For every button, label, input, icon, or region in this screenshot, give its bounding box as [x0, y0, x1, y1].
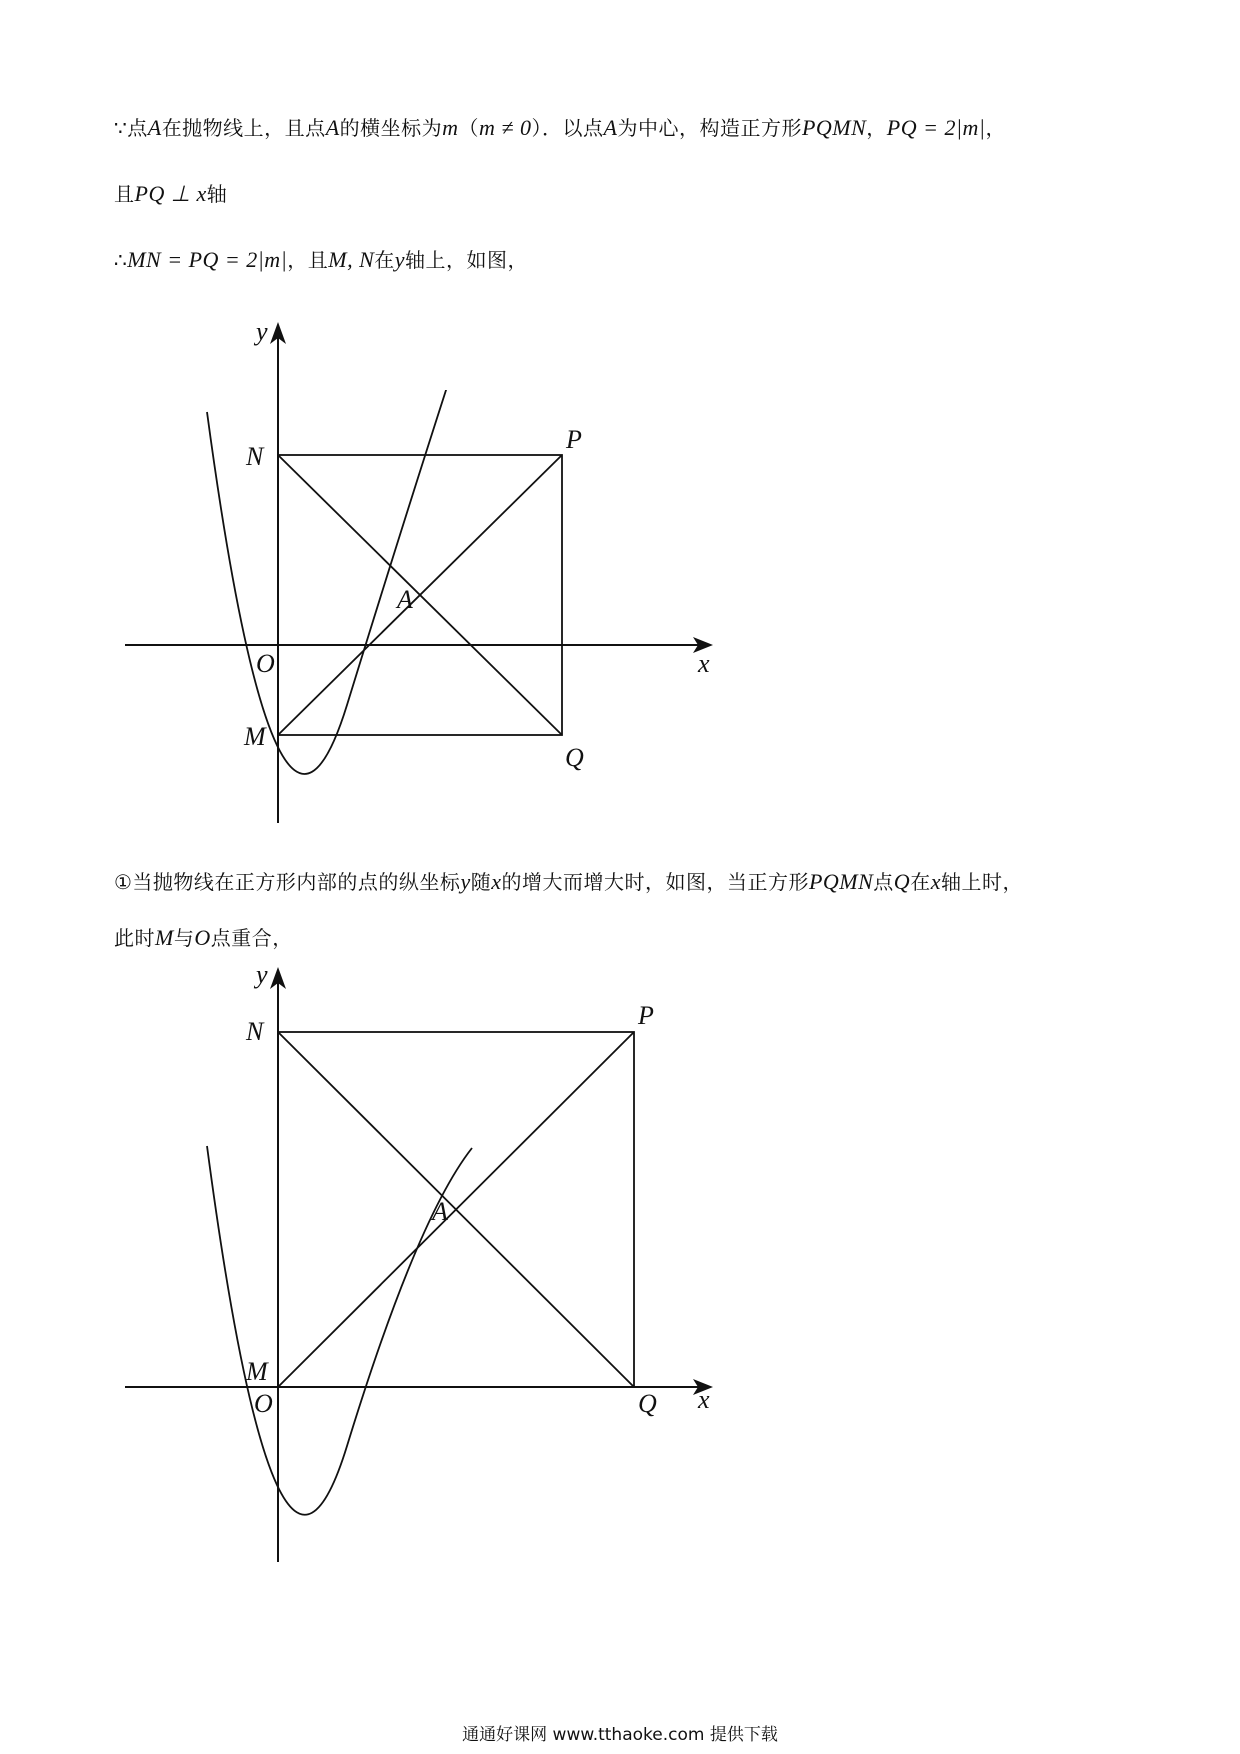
text: ）．以点 — [531, 116, 604, 140]
math-var: A — [603, 115, 618, 140]
math-square-name: PQMN — [801, 115, 867, 140]
label-x: x — [698, 649, 710, 678]
math-var: x — [491, 869, 502, 894]
math-perpendicular: PQ ⊥ x — [134, 181, 207, 206]
text: 此时 — [114, 926, 155, 950]
math-var: m — [442, 115, 459, 140]
math-var: A — [147, 115, 162, 140]
math-points: M, N — [328, 247, 375, 272]
math-var: y — [394, 247, 406, 272]
text: 随 — [470, 870, 492, 894]
label-y: y — [256, 317, 268, 346]
footer: 通通好课网 www.tthaoke.com 提供下载 — [462, 1725, 778, 1745]
text: 轴上，如图， — [405, 248, 529, 272]
text: ∵点 — [114, 116, 148, 140]
text: 的增大而增大时，如图，当正方形 — [501, 870, 809, 894]
text: 点 — [873, 870, 894, 894]
text: ①当抛物线在正方形内部的点的纵坐标 — [114, 870, 461, 894]
text: ， — [985, 116, 1006, 140]
label-o: O — [256, 649, 275, 678]
text: 轴上时， — [940, 870, 1023, 894]
text: 与 — [173, 926, 195, 950]
label-p: P — [566, 425, 582, 454]
text: 在 — [910, 870, 931, 894]
label-m: M — [244, 722, 266, 751]
label-a: A — [397, 585, 413, 614]
label-m: M — [246, 1357, 268, 1386]
label-y: y — [256, 960, 268, 989]
text: 轴 — [206, 182, 228, 206]
math-var: M — [155, 925, 174, 950]
text: ， — [866, 116, 887, 140]
math-condition: m ≠ 0 — [479, 115, 532, 140]
label-q: Q — [638, 1389, 657, 1418]
math-square-name: PQMN — [808, 869, 874, 894]
math-var: A — [325, 115, 340, 140]
text: 在抛物线上，且点 — [161, 116, 326, 140]
math-var: O — [194, 925, 211, 950]
label-a: A — [432, 1197, 448, 1226]
text: 的横坐标为 — [339, 116, 443, 140]
math-equation: MN = PQ = 2|m| — [127, 247, 288, 272]
label-n: N — [246, 442, 264, 471]
text: 且 — [114, 182, 135, 206]
math-var: y — [460, 869, 471, 894]
math-var: x — [930, 869, 941, 894]
text: 在 — [374, 248, 395, 272]
label-q: Q — [565, 743, 584, 772]
text: ，且 — [287, 248, 329, 272]
label-p: P — [638, 1001, 654, 1030]
math-var: Q — [893, 869, 911, 894]
label-x: x — [698, 1385, 710, 1414]
math-equation: PQ = 2|m| — [886, 115, 986, 140]
text: 点重合， — [210, 926, 293, 950]
label-n: N — [246, 1017, 264, 1046]
text: 为中心，构造正方形 — [617, 116, 802, 140]
text: ∴ — [114, 248, 128, 272]
text: （ — [458, 116, 480, 140]
label-o: O — [254, 1389, 273, 1418]
